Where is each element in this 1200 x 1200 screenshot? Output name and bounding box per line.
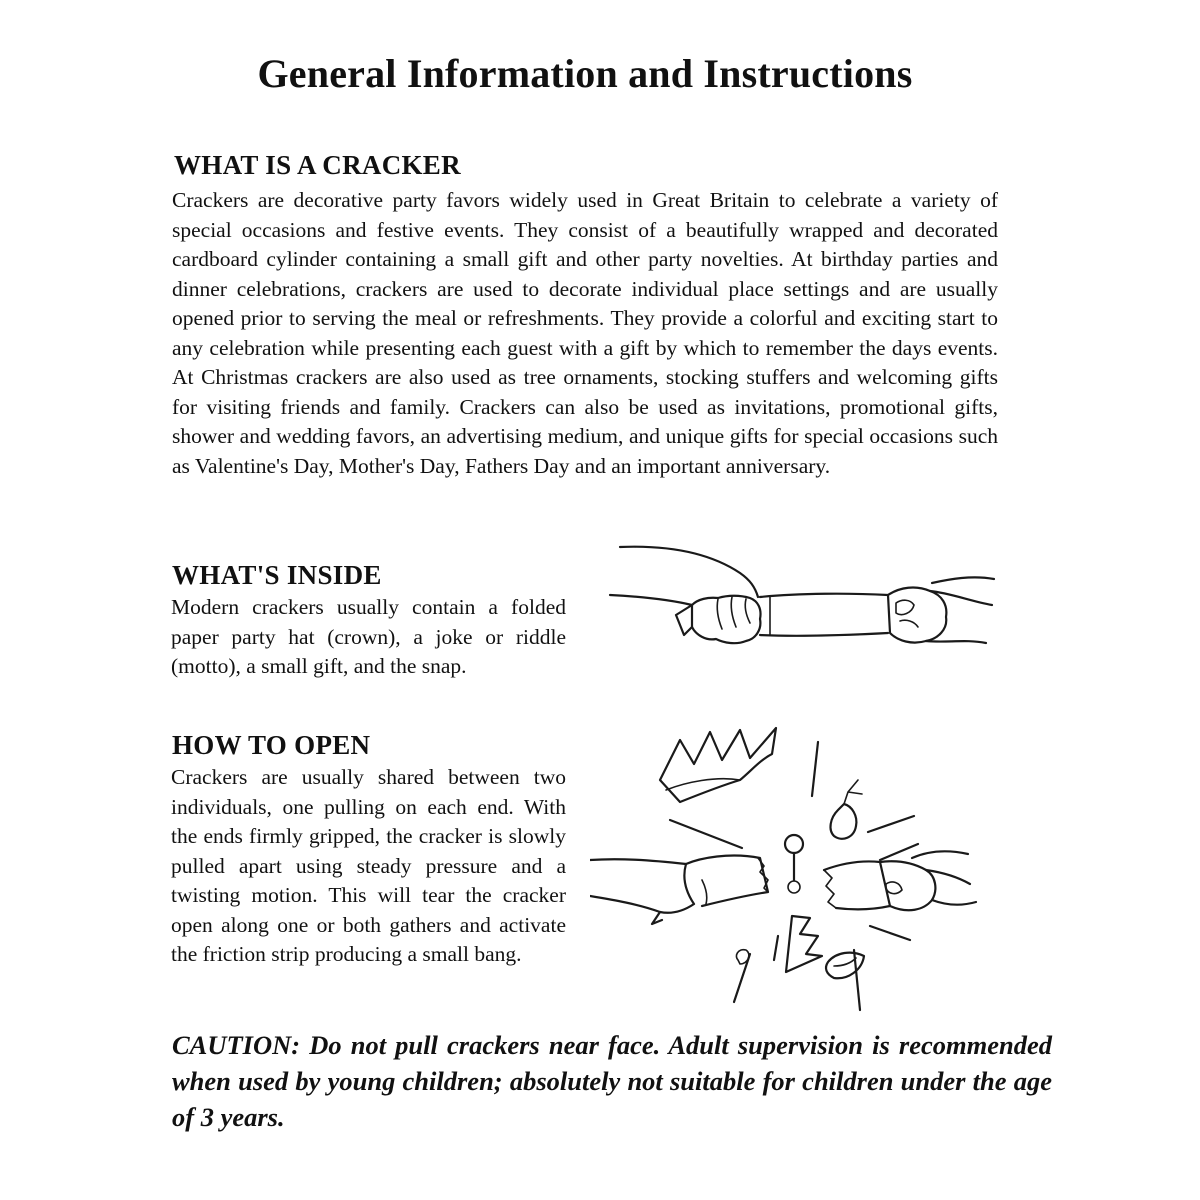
- section-body-what-is-a-cracker: Crackers are decorative party favors widely used in Great Britain to celebrate a variety of special occasions and festive events. They consist of a beautifully wrapped and decorated cardboard cylinder containing a small gift and other party novelties. At birthday parties and dinner celebrations, crackers are used to decorate individual place settings and are usually opened prior to serving the meal or refreshments. They provide a colorful and exciting start to any celebration while presenting each guest with a gift by which to remember the days events. At Christmas crackers are also used as tree ornaments, stocking stuffers and welcoming gifts for visiting friends and family. Crackers can also be used as invitations, promotional gifts, shower and wedding favors, an advertising medium, and unique gifts for special occasions such as Valentine's Day, Mother's Day, Fathers Day and an important anniversary.: [172, 188, 998, 478]
- section-heading-whats-inside: WHAT'S INSIDE: [172, 560, 382, 590]
- section-body-how-to-open: Crackers are usually shared between two individuals, one pulling on each end. With the ends firmly gripped, the cracker is slowly pulled apart using steady pressure and a twisting motion. This will tear the cracker open along one or both gathers and activate the friction strip producing a small bang.: [171, 765, 566, 966]
- page-title: General Information and Instructions: [257, 51, 913, 96]
- cracker-bursting-open-icon: [590, 720, 980, 1020]
- section-body-whats-inside: Modern crackers usually contain a folded paper party hat (crown), a joke or riddle (motto), a small gift, and the snap.: [171, 595, 566, 678]
- section-heading-how-to-open: HOW TO OPEN: [172, 730, 371, 760]
- section-heading-what-is-a-cracker: WHAT IS A CRACKER: [174, 150, 461, 180]
- hands-pulling-cracker-icon: [600, 535, 1000, 675]
- caution-notice: CAUTION: Do not pull crackers near face. Adult supervision is recommended when used by young children; absolutely not suitable for children under the age of 3 years.: [172, 1030, 1052, 1132]
- cracker-bursting-open-drawing: [590, 720, 980, 1020]
- hands-pulling-cracker-drawing: [600, 535, 1000, 675]
